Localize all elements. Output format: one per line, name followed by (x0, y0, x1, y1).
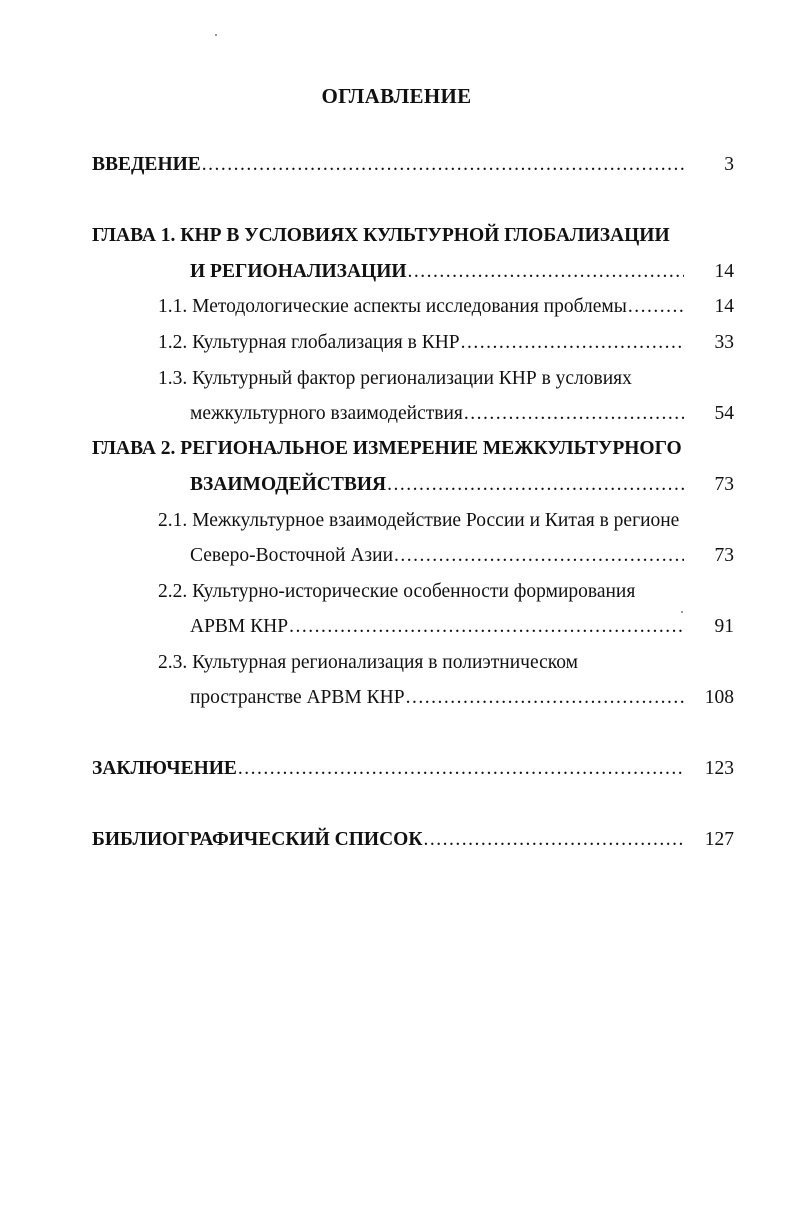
leader-dots (461, 332, 684, 354)
toc-entry-label: ВВЕДЕНИЕ (92, 154, 201, 175)
toc-page-number: 73 (714, 474, 734, 495)
section-1-3-line1: 1.3. Культурный фактор регионализации КНР в условиях (158, 368, 632, 389)
toc-entry-section-1-3 (190, 403, 684, 431)
toc-entry-label: АРВМ КНР (190, 616, 289, 637)
toc-page-number: 54 (714, 403, 734, 424)
leader-dots (423, 829, 684, 851)
toc-entry-section-2-3 (190, 687, 684, 715)
leader-dots (387, 474, 684, 496)
toc-heading: ОГЛАВЛЕНИЕ (321, 84, 472, 108)
section-2-3-line1: 2.3. Культурная регионализация в полиэтническом (158, 652, 578, 673)
toc-entry-chapter1 (190, 261, 684, 289)
toc-entry-label: БИБЛИОГРАФИЧЕСКИЙ СПИСОК (92, 829, 423, 850)
toc-entry-conclusion (92, 758, 684, 786)
chapter2-title-line1: ГЛАВА 2. РЕГИОНАЛЬНОЕ ИЗМЕРЕНИЕ МЕЖКУЛЬТУРНОГО (92, 438, 682, 459)
toc-entry-section-1-2 (158, 332, 684, 360)
toc-page-number: 14 (714, 296, 734, 317)
toc-page-number: 108 (704, 687, 734, 708)
leader-dots (408, 261, 684, 283)
leader-dots (464, 403, 684, 425)
toc-entry-bibliography (92, 829, 684, 857)
toc-page-number: 91 (714, 616, 734, 637)
section-2-2-line1: 2.2. Культурно-исторические особенности формирования (158, 581, 636, 602)
toc-page-number: 127 (704, 829, 734, 850)
leader-dots (238, 758, 684, 780)
toc-entry-section-2-1 (190, 545, 684, 573)
leader-dots (289, 616, 684, 638)
toc-entry-section-2-2 (190, 616, 684, 644)
toc-page-number: 14 (714, 261, 734, 282)
leader-dots (202, 154, 684, 176)
toc-entry-label: 1.1. Методологические аспекты исследования проблемы (158, 296, 627, 317)
toc-page-number: 3 (724, 154, 734, 175)
toc-page-number: 33 (714, 332, 734, 353)
toc-entry-label: 1.2. Культурная глобализация в КНР (158, 332, 460, 353)
toc-entry-label: пространстве АРВМ КНР (190, 687, 405, 708)
leader-dots (628, 296, 684, 318)
toc-page-number: 73 (714, 545, 734, 566)
section-2-1-line1: 2.1. Межкультурное взаимодействие России и Китая в регионе (158, 510, 680, 531)
toc-entry-label: ЗАКЛЮЧЕНИЕ (92, 758, 237, 779)
leader-dots (394, 545, 684, 567)
toc-page-number: 123 (704, 758, 734, 779)
chapter1-title-line2: И РЕГИОНАЛИЗАЦИИ (190, 261, 407, 282)
toc-entry-intro (92, 154, 684, 182)
toc-entry-section-1-1 (158, 296, 684, 324)
chapter2-title-line2: ВЗАИМОДЕЙСТВИЯ (190, 474, 387, 495)
toc-entry-chapter2 (190, 474, 684, 502)
scan-speck (681, 611, 683, 613)
leader-dots (406, 687, 684, 709)
toc-entry-label: Северо-Восточной Азии (190, 545, 394, 566)
chapter1-title-line1: ГЛАВА 1. КНР В УСЛОВИЯХ КУЛЬТУРНОЙ ГЛОБАЛИЗАЦИИ (92, 225, 670, 246)
scan-speck (215, 34, 217, 36)
toc-entry-label: межкультурного взаимодействия (190, 403, 463, 424)
